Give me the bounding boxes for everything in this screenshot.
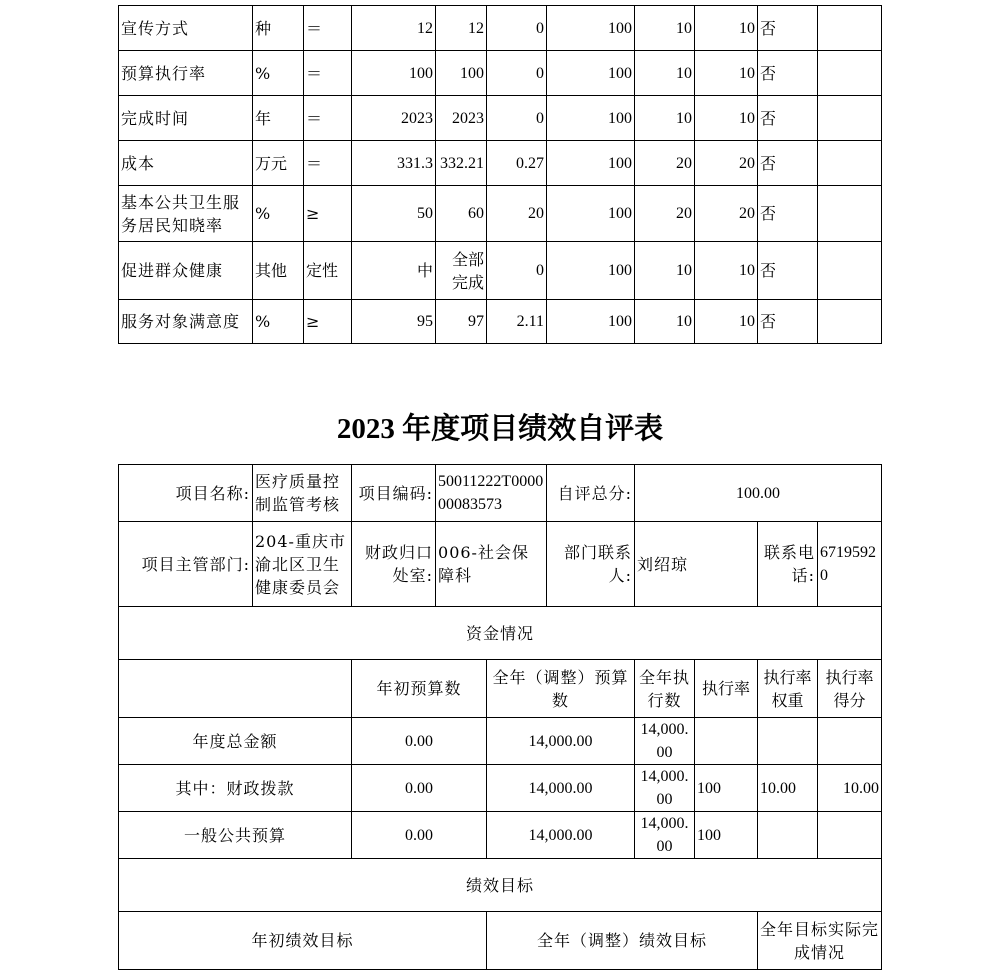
- indicator-target: 331.3: [352, 141, 436, 186]
- indicator-weight: 10: [635, 6, 695, 51]
- goals-section-header: 绩效目标: [119, 859, 882, 912]
- indicator-row: [119, 242, 882, 300]
- funds-col-initial: 年初预算数: [352, 660, 487, 718]
- indicator-completion: 100: [547, 300, 635, 344]
- indicator-unit: %: [253, 300, 304, 344]
- indicator-name: 基本公共卫生服务居民知晓率: [119, 186, 253, 242]
- indicator-weight: 20: [635, 141, 695, 186]
- indicator-score: 10: [695, 51, 758, 96]
- indicator-operator: ＝: [304, 51, 352, 96]
- indicator-note: [818, 300, 882, 344]
- funds-score: 10.00: [818, 765, 882, 812]
- phone-label: 联系电话:: [758, 522, 818, 607]
- indicator-unit: %: [253, 186, 304, 242]
- indicator-actual: 2023: [436, 96, 487, 141]
- indicator-row: [119, 6, 882, 51]
- page-title: 2023 年度项目绩效自评表: [336, 413, 664, 445]
- indicator-flag: 否: [758, 51, 818, 96]
- indicator-deviation: 0: [487, 51, 547, 96]
- funds-row-label: 一般公共预算: [119, 812, 352, 859]
- indicator-note: [818, 51, 882, 96]
- indicator-flag: 否: [758, 6, 818, 51]
- indicator-note: [818, 6, 882, 51]
- funds-adjusted-budget: 14,000.00: [487, 765, 635, 812]
- funds-initial-budget: 0.00: [352, 718, 487, 765]
- indicator-target: 100: [352, 51, 436, 96]
- funds-row-label: 其中：财政拨款: [119, 765, 352, 812]
- project-name-value: 医疗质量控制监管考核: [253, 465, 352, 522]
- indicator-target: 50: [352, 186, 436, 242]
- indicator-completion: 100: [547, 6, 635, 51]
- indicator-deviation: 2.11: [487, 300, 547, 344]
- indicator-unit: 种: [253, 6, 304, 51]
- indicator-completion: 100: [547, 141, 635, 186]
- finance-office-label: 财政归口处室:: [352, 522, 436, 607]
- funds-weight: [758, 718, 818, 765]
- indicator-completion: 100: [547, 186, 635, 242]
- indicator-unit: 万元: [253, 141, 304, 186]
- indicator-flag: 否: [758, 186, 818, 242]
- indicator-operator: ＝: [304, 96, 352, 141]
- funds-col-adjusted: 全年（调整）预算数: [487, 660, 635, 718]
- department-row: [119, 522, 882, 607]
- finance-office-value: 006-社会保障科: [436, 522, 547, 607]
- indicator-name: 宣传方式: [119, 6, 253, 51]
- indicator-actual: 97: [436, 300, 487, 344]
- indicator-name: 完成时间: [119, 96, 253, 141]
- goals-header-row: [119, 912, 882, 970]
- indicator-target: 95: [352, 300, 436, 344]
- indicator-operator: ≥: [304, 186, 352, 242]
- indicator-operator: ≥: [304, 300, 352, 344]
- project-code-value: 50011222T000000083573: [436, 465, 547, 522]
- indicator-actual: 332.21: [436, 141, 487, 186]
- indicator-name: 服务对象满意度: [119, 300, 253, 344]
- indicator-unit: 年: [253, 96, 304, 141]
- funds-row: [119, 812, 882, 859]
- funds-weight: [758, 812, 818, 859]
- indicator-note: [818, 141, 882, 186]
- project-info-row: [119, 465, 882, 522]
- funds-row: [119, 765, 882, 812]
- funds-rate: 100: [695, 812, 758, 859]
- indicator-unit: %: [253, 51, 304, 96]
- funds-row-label: 年度总金额: [119, 718, 352, 765]
- contact-label: 部门联系人:: [547, 522, 635, 607]
- indicator-row: [119, 96, 882, 141]
- funds-col-score: 执行率得分: [818, 660, 882, 718]
- funds-section-header: 资金情况: [119, 607, 882, 660]
- indicator-note: [818, 242, 882, 300]
- indicator-unit: 其他: [253, 242, 304, 300]
- funds-rate: [695, 718, 758, 765]
- indicator-name: 预算执行率: [119, 51, 253, 96]
- indicator-flag: 否: [758, 141, 818, 186]
- indicator-flag: 否: [758, 242, 818, 300]
- funds-adjusted-budget: 14,000.00: [487, 812, 635, 859]
- indicator-name: 成本: [119, 141, 253, 186]
- goals-col-initial: 年初绩效目标: [119, 912, 487, 970]
- indicator-row: [119, 300, 882, 344]
- phone-value: 67195920: [818, 522, 882, 607]
- funds-initial-budget: 0.00: [352, 812, 487, 859]
- indicator-weight: 20: [635, 186, 695, 242]
- funds-executed: 14,000.00: [635, 812, 695, 859]
- indicator-completion: 100: [547, 242, 635, 300]
- indicator-table: [118, 5, 882, 344]
- project-code-label: 项目编码:: [352, 465, 436, 522]
- funds-row: [119, 718, 882, 765]
- indicator-score: 10: [695, 300, 758, 344]
- indicator-flag: 否: [758, 96, 818, 141]
- indicator-score: 10: [695, 6, 758, 51]
- indicator-note: [818, 186, 882, 242]
- indicator-score: 10: [695, 96, 758, 141]
- department-label: 项目主管部门:: [119, 522, 253, 607]
- indicator-weight: 10: [635, 96, 695, 141]
- funds-section-row: [119, 607, 882, 660]
- funds-executed: 14,000.00: [635, 718, 695, 765]
- indicator-weight: 10: [635, 300, 695, 344]
- indicator-flag: 否: [758, 300, 818, 344]
- indicator-deviation: 20: [487, 186, 547, 242]
- indicator-score: 10: [695, 242, 758, 300]
- contact-value: 刘绍琼: [635, 522, 758, 607]
- indicator-operator: ＝: [304, 6, 352, 51]
- goals-col-actual: 全年目标实际完成情况: [758, 912, 882, 970]
- funds-header-row: [119, 660, 882, 718]
- funds-rate: 100: [695, 765, 758, 812]
- indicator-score: 20: [695, 141, 758, 186]
- indicator-weight: 10: [635, 242, 695, 300]
- self-score-label: 自评总分:: [547, 465, 635, 522]
- funds-initial-budget: 0.00: [352, 765, 487, 812]
- indicator-operator: ＝: [304, 141, 352, 186]
- goals-section-row: [119, 859, 882, 912]
- indicator-row: [119, 186, 882, 242]
- indicator-target: 中: [352, 242, 436, 300]
- indicator-target: 12: [352, 6, 436, 51]
- indicator-name: 促进群众健康: [119, 242, 253, 300]
- indicator-actual: 全部完成: [436, 242, 487, 300]
- indicator-deviation: 0: [487, 96, 547, 141]
- project-name-label: 项目名称:: [119, 465, 253, 522]
- indicator-deviation: 0.27: [487, 141, 547, 186]
- indicator-completion: 100: [547, 51, 635, 96]
- goals-col-adjusted: 全年（调整）绩效目标: [487, 912, 758, 970]
- evaluation-table: [118, 464, 882, 970]
- funds-adjusted-budget: 14,000.00: [487, 718, 635, 765]
- funds-executed: 14,000.00: [635, 765, 695, 812]
- indicator-deviation: 0: [487, 242, 547, 300]
- funds-score: [818, 812, 882, 859]
- indicator-actual: 12: [436, 6, 487, 51]
- indicator-deviation: 0: [487, 6, 547, 51]
- funds-col-weight: 执行率权重: [758, 660, 818, 718]
- indicator-completion: 100: [547, 96, 635, 141]
- indicator-score: 20: [695, 186, 758, 242]
- indicator-operator: 定性: [304, 242, 352, 300]
- funds-score: [818, 718, 882, 765]
- indicator-actual: 100: [436, 51, 487, 96]
- indicator-row: [119, 141, 882, 186]
- funds-weight: 10.00: [758, 765, 818, 812]
- indicator-weight: 10: [635, 51, 695, 96]
- indicator-row: [119, 51, 882, 96]
- funds-col-rate: 执行率: [695, 660, 758, 718]
- funds-col-blank: [119, 660, 352, 718]
- department-value: 204-重庆市渝北区卫生健康委员会: [253, 522, 352, 607]
- self-score-value: 100.00: [635, 465, 882, 522]
- funds-col-executed: 全年执行数: [635, 660, 695, 718]
- indicator-target: 2023: [352, 96, 436, 141]
- indicator-note: [818, 96, 882, 141]
- indicator-actual: 60: [436, 186, 487, 242]
